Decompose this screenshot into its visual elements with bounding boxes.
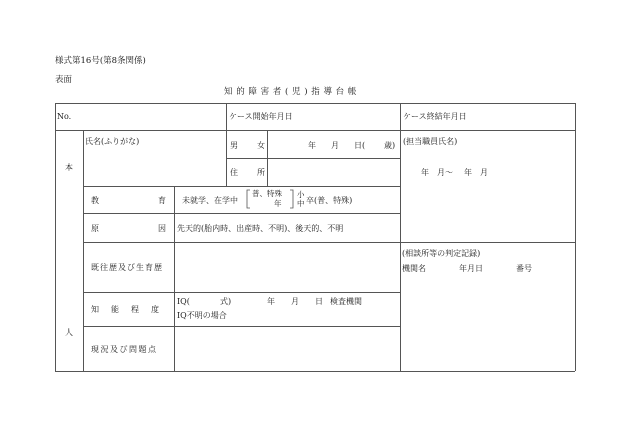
- history-label: 既往歴及び生育歴: [91, 263, 163, 272]
- consult-record-label: (相談所等の判定記録): [402, 249, 481, 258]
- side-label-hon: 本: [65, 163, 73, 172]
- date-label: 年月日: [459, 264, 483, 273]
- period-from: 年 月～: [421, 168, 453, 177]
- intelligence-label: 知 能 程 度: [91, 305, 161, 314]
- age-label: 歳): [384, 141, 396, 150]
- iq-year: 年: [267, 297, 275, 306]
- case-start-label: ケース開始年月日: [229, 112, 293, 121]
- education-text-2: 卒(普、特殊): [306, 196, 353, 205]
- education-label-b: 育: [158, 196, 166, 205]
- iq-day: 日: [315, 297, 323, 306]
- name-label: 氏名(ふりがな): [85, 137, 140, 146]
- officer-label: (担当職員氏名): [403, 137, 458, 146]
- education-text-1: 未就学、在学中: [182, 196, 238, 205]
- exam-agency: 検査機関: [330, 297, 362, 306]
- iq-month: 月: [291, 297, 299, 306]
- address-label-sho: 所: [257, 168, 265, 177]
- agency-label: 機関名: [402, 264, 426, 273]
- side-label: 表面: [55, 75, 73, 85]
- number-label: 番号: [516, 264, 532, 273]
- birth-year: 年: [308, 141, 316, 150]
- education-label-a: 教: [91, 196, 99, 205]
- cause-text: 先天的(胎内時、出産時、不明)、後天的、不明: [177, 224, 344, 233]
- school-small: 小: [297, 190, 305, 199]
- sex-male: 男: [230, 141, 238, 150]
- school-mid: 中: [297, 199, 305, 208]
- period-to: 年 月: [464, 168, 488, 177]
- address-label-ju: 住: [230, 168, 238, 177]
- no-label: No.: [57, 112, 72, 121]
- cause-label-a: 原: [91, 224, 99, 233]
- iq-unknown: IQ不明の場合: [177, 311, 227, 320]
- bracket-bottom: 年: [274, 199, 282, 208]
- document-title: 知 的 障 害 者 ( 児 ) 指 導 台 帳: [224, 87, 357, 97]
- iq-prefix: IQ(: [177, 297, 190, 306]
- form-number: 様式第16号(第8条関係): [55, 56, 146, 66]
- case-end-label: ケース終結年月日: [403, 112, 467, 121]
- sex-female: 女: [257, 141, 265, 150]
- bracket-top: 普、特殊: [252, 189, 282, 198]
- side-label-nin: 人: [65, 328, 73, 337]
- birth-month: 月: [331, 141, 339, 150]
- birth-day: 日(: [354, 141, 366, 150]
- iq-formula: 式): [220, 297, 232, 306]
- cause-label-b: 因: [158, 224, 166, 233]
- situation-label: 現況及び問題点: [91, 345, 158, 354]
